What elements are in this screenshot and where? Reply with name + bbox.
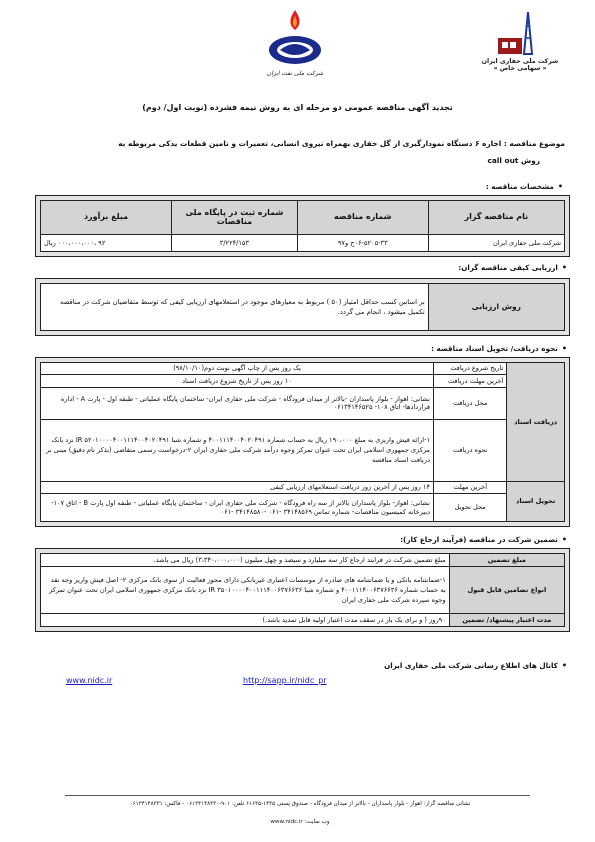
specs-heading: •مشخصات مناقصه : (485, 182, 563, 191)
website-link[interactable]: www.nidc.ir (66, 676, 113, 685)
doc-row-value: ۱۴ روز پس از آخرین روز دریافت استعلامهای ارزیابی کیفی (41, 481, 434, 493)
specs-header-number: شماره مناقصه (297, 201, 428, 235)
tender-subject (25, 139, 565, 149)
bullet-icon: • (557, 182, 563, 191)
channels-heading: •کانال های اطلاع رسانی شرکت ملی حفاری ایران (384, 661, 567, 670)
evaluation-label: روش ارزیابی (428, 284, 564, 331)
footer-divider (65, 795, 530, 796)
doc-row-key: نحوه دریافت (434, 419, 507, 481)
specs-cell-registration: ۳/۲۲۴/۱۵۳ (172, 235, 298, 252)
footer-address: نشانی مناقصه گزار: اهواز - بلوار پاسداران - بالاتر از میدان فرودگاه - صندوق پستی ۱۴۳۵-۶۱۶۳۵ تلفن: ۹۰۱-۰۶۱۳۴۱۴۸۳۳۰ - فاکس: ۰۶۱۳۴۱۴۸۳۳۱ (129, 801, 471, 807)
specs-header-estimate: مبلغ برآورد (41, 201, 172, 235)
page-title: تجدید آگهی مناقصه عمومی دو مرحله ای به روش نیمه فشرده (نوبت اول/ دوم) (142, 103, 453, 112)
subject-line2: روش call out (487, 156, 540, 165)
nidc-logo-line1: شرکت ملی حفاری ایران (481, 58, 559, 65)
guarantee-value: مبلغ تضمین شرکت در فرایند ارجاع کار سه میلیارد و سیصد و چهل میلیون (۳،۳۴۰،۰۰۰،۰۰۰) ریال می باشد. (41, 554, 450, 567)
evaluation-heading: •ارزیابی کیفی مناقصه گران: (458, 263, 567, 272)
nioc-logo (260, 8, 330, 78)
nidc-logo-line2: « سهامی خاص » (493, 65, 547, 72)
specs-table (40, 200, 565, 252)
subject-line1: اجاره ۶ دستگاه نمودارگیری از گل حفاری بهمراه نیروی انسانی، تعمیرات و تامین قطعات یدکی مربوطه به (118, 139, 502, 148)
specs-cell-estimate: ۹۲ ،۰۰۰،۰۰۰،۰۰۰ ریال (41, 235, 172, 252)
guarantee-value: ۹۰روز ( و برای یک بار در سقف مدت اعتبار اولیه قابل تمدید باشد.) (41, 613, 450, 626)
doc-row-value: یک روز پس از چاپ آگهی نوبت دوم(۹۸/۱۰/۱۰) (41, 363, 434, 375)
nidc-logo (480, 8, 560, 88)
doc-row-key: محل دریافت (434, 387, 507, 419)
doc-row-key: آخرین مهلت دریافت (434, 375, 507, 387)
doc-row-key: تاریخ شروع دریافت (434, 363, 507, 375)
footer-website: وب سایت: www.nidc.ir (270, 819, 330, 825)
bullet-icon: • (561, 263, 567, 272)
evaluation-frame (35, 278, 570, 336)
specs-header-registration: شماره ثبت در پایگاه ملی مناقصات (172, 201, 298, 235)
doc-row-value: نشانی: اهواز- بلوار پاسداران بالاتر از سه راه فرودگاه - شرکت ملی حفاری ایران - ساختمان پایگاه عملیاتی - طبقه اول پارت B - اتاق ۱۰۷- دبیرخانه کمیسیون مناقصات- شماره تماس ۳۴۱۴۸۵۶۹ -۰۶۱ -۳۴۱۴۸۵۸۰ -۰۶۱ (41, 494, 434, 522)
specs-cell-organizer: شرکت ملی حفاری ایران (428, 235, 564, 252)
guarantee-table (40, 553, 565, 627)
subject-label: موضوع مناقصه : (503, 139, 565, 148)
evaluation-text: بر اساس کسب حداقل امتیاز (۵۰ ) مربوط به معیارهای موجود در استعلامهای ارزیابی کیفی که توسط متقاضیان شرکت در مناقصه تکمیل میشود ، انجام می گردد. (41, 284, 429, 331)
specs-cell-number: ۰۶-۵۲۰۵-۳۳ح و۹۷ (297, 235, 428, 252)
documents-frame (35, 357, 570, 527)
receive-docs-label: دریافت اسناد (507, 363, 565, 482)
guarantee-heading: •تضمین شرکت در مناقصه (فرآیند ارجاع کار): (400, 535, 567, 544)
guarantee-value: ۱-ضمانتنامه بانکی و یا ضمانتنامه های صادره از موسسات اعتباری غیربانکی دارای مجوز فعالیت از سوی بانک مرکزی ۲- اصل فیش واریز وجه نقد به حساب شماره ۴۰۰۱۱۱۴۰۰۶۳۷۶۶۳۶ و شماره شبا IR ۳۵۰۱۰۰۰۰۴۰۰۱۱۱۴۰۰۶۳۷۶۶۳۶ نزد بانک مرکزی جمهوری اسلامی ایران تحت عنوان تمرکز وجوه سپرده شرکت ملی حفاری ایران (41, 567, 450, 613)
nioc-logo-text: شرکت ملی نفت ایران (266, 70, 324, 77)
documents-table (40, 362, 565, 522)
doc-row-key: محل تحویل (434, 494, 507, 522)
guarantee-key: انواع تضامین قابل قبول (449, 567, 564, 613)
doc-row-value: ۱۰ روز پس از تاریخ شروع دریافت اسناد (41, 375, 434, 387)
guarantee-frame (35, 548, 570, 632)
documents-heading: •نحوه دریافت/ تحویل اسناد مناقصه : (431, 344, 567, 353)
evaluation-table (40, 283, 565, 331)
deliver-docs-label: تحویل اسناد (507, 481, 565, 521)
guarantee-key: مدت اعتبار پیشنهاد/ تضمین (449, 613, 564, 626)
specs-header-organizer: نام مناقصه گزار (428, 201, 564, 235)
sapp-channel-link[interactable]: http://sapp.ir/nidc_pr (243, 676, 327, 685)
bullet-icon: • (561, 661, 567, 670)
doc-row-key: آخرین مهلت (434, 481, 507, 493)
doc-row-value: نشانی: اهواز - بلوار پاسداران -بالاتر از میدان فرودگاه - شرکت ملی حفاری ایران- ساختمان پایگاه عملیاتی - طبقه اول - پارت A - اداره قراردادها- اتاق ۱۰۸- ۰۶۱۳۴۱۴۶۵۲۵ (41, 387, 434, 419)
specs-frame (35, 195, 570, 257)
bullet-icon: • (561, 535, 567, 544)
guarantee-key: مبلغ تضمین (449, 554, 564, 567)
bullet-icon: • (561, 344, 567, 353)
doc-row-value: ۱-ارائه فیش واریزی به مبلغ ۱۹۰،۰۰۰ ریال به حساب شماره ۴۰۰۱۱۱۴۰۰۴۰۲۰۴۹۱ و شماره شبا IR ۵۲۰۱۰۰۰۰۴۰۰۱۱۱۴۰۰۴۰۲۰۴۹۱ نزد بانک مرکزی جمهوری اسلامی ایران تحت عنوان تمرکز وجوه درآمد شرکت ملی حفاری ایران ۲-درخواست رسمی متقاضی (بذکر نام دقیق) مبنی بر دریافت اسناد مناقصه (41, 419, 434, 481)
